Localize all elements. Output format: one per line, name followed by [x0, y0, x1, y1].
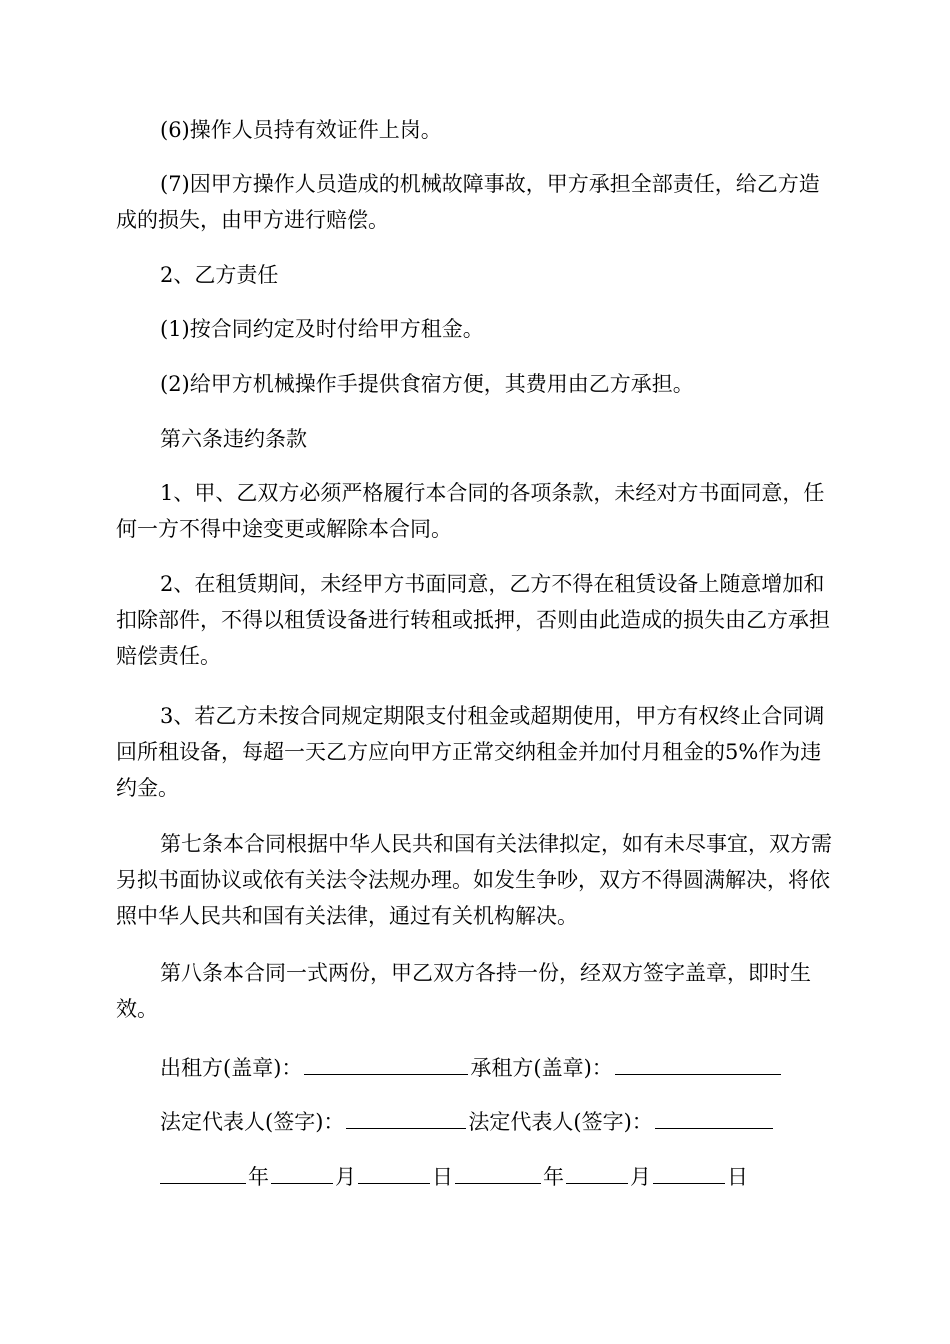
year-label: 年 — [543, 1165, 564, 1189]
lessor-day-field[interactable] — [358, 1161, 430, 1184]
article-8: 第八条本合同一式两份，甲乙双方各持一份，经双方签字盖章，即时生效。 — [116, 961, 811, 1021]
lessor-month-field[interactable] — [271, 1161, 333, 1184]
lessor-rep-signature-field[interactable] — [346, 1106, 466, 1129]
lessee-month-field[interactable] — [566, 1161, 628, 1184]
lessee-year-field[interactable] — [455, 1161, 541, 1184]
breach-clause-3: 3、若乙方未按合同规定期限支付租金或超期使用，甲方有权终止合同调回所租设备，每超一天乙方应向甲方正常交纳租金并加付月租金的5%作为违约金。 — [116, 704, 825, 800]
clause-7-operator-liability: (7)因甲方操作人员造成的机械故障事故，甲方承担全部责任，给乙方造成的损失，由甲方进行赔偿。 — [116, 172, 820, 232]
section-lessee-duties-heading: 2、乙方责任 — [160, 263, 279, 287]
lessee-seal-label: 承租方(盖章)： — [470, 1056, 613, 1080]
article-6-heading: 第六条违约条款 — [160, 427, 307, 451]
day-label: 日 — [727, 1165, 748, 1189]
year-label: 年 — [248, 1165, 269, 1189]
breach-clause-1: 1、甲、乙双方必须严格履行本合同的各项条款，未经对方书面同意，任何一方不得中途变更或解除本合同。 — [116, 481, 825, 541]
clause-6-operator-certificate: (6)操作人员持有效证件上岗。 — [160, 118, 442, 142]
month-label: 月 — [335, 1165, 356, 1189]
lessor-seal-label: 出租方(盖章)： — [160, 1056, 303, 1080]
lessor-seal-field[interactable] — [304, 1052, 468, 1075]
lessee-rep-label: 法定代表人(签字)： — [468, 1110, 653, 1134]
lessee-duty-1: (1)按合同约定及时付给甲方租金。 — [160, 317, 484, 341]
lessee-day-field[interactable] — [653, 1161, 725, 1184]
lessee-duty-2: (2)给甲方机械操作手提供食宿方便，其费用由乙方承担。 — [160, 372, 694, 396]
breach-clause-2: 2、在租赁期间，未经甲方书面同意，乙方不得在租赁设备上随意增加和扣除部件，不得以租赁设备进行转租或抵押，否则由此造成的损失由乙方承担赔偿责任。 — [116, 572, 830, 668]
month-label: 月 — [630, 1165, 651, 1189]
representative-line — [160, 1104, 840, 1140]
article-7: 第七条本合同根据中华人民共和国有关法律拟定，如有未尽事宜，双方需另拟书面协议或依有关法令法规办理。如发生争吵，双方不得圆满解决，将依照中华人民共和国有关法律，通过有关机构解决。 — [116, 832, 832, 928]
lessor-rep-label: 法定代表人(签字)： — [160, 1110, 345, 1134]
lessor-year-field[interactable] — [160, 1161, 246, 1184]
day-label: 日 — [432, 1165, 453, 1189]
seal-line — [160, 1050, 840, 1086]
lessee-rep-signature-field[interactable] — [655, 1106, 773, 1129]
lessee-seal-field[interactable] — [615, 1052, 781, 1075]
date-line — [160, 1159, 840, 1195]
